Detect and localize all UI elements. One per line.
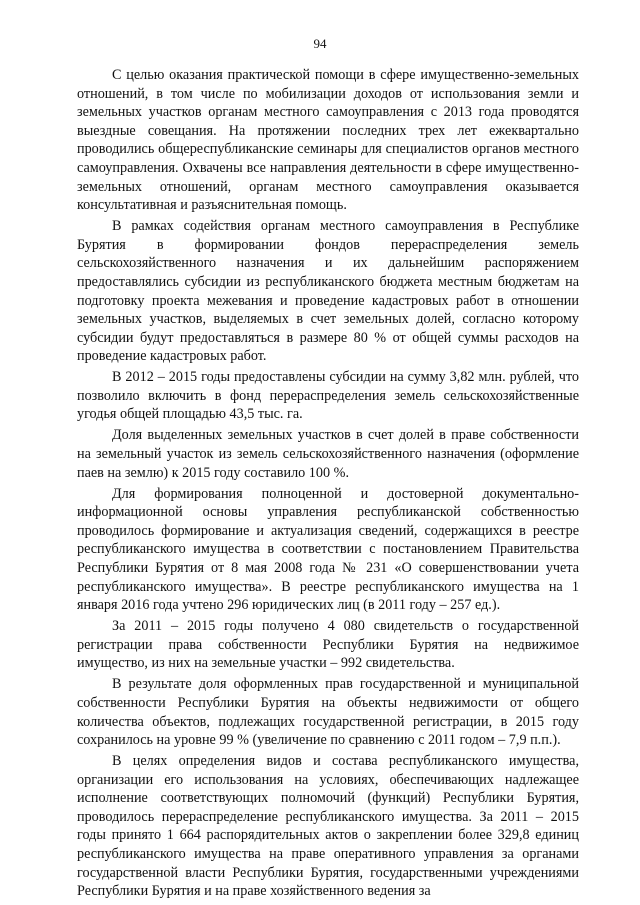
paragraph-property-redistribution: В целях определения видов и состава республиканского имущества, организации его использования на условиях, обеспечивающих надлежащее исполнение соответствующих полномочий (функций) Республики Бурятия, проводилось перераспределение республиканского имущества. За 2011 – 2015 годы принято 1 664 распорядительных актов о закреплении более 329,8 единиц республиканского имущества на праве оперативного управления за органами государственной власти Республики Бурятия, государственными учреждениями Республики Бурятия и на праве хозяйственного ведения за — [77, 753, 579, 900]
paragraph-subsidies-amount: В 2012 – 2015 годы предоставлены субсидии на сумму 3,82 млн. рублей, что позволило включить в фонд перераспределения земель сельскохозяйственные угодья общей площадью 43,5 тыс. га. — [77, 369, 579, 423]
paragraph-certificates: За 2011 – 2015 годы получено 4 080 свидетельств о государственной регистрации права собственности Республики Бурятия на недвижимое имущество, из них на земельные участки – 992 свидетельства. — [77, 618, 579, 672]
paragraph-registered-rights: В результате доля оформленных прав государственной и муниципальной собственности Республики Бурятия на объекты недвижимости от общего количества объектов, подлежащих государственной регистрации, в 2015 году сохранилось на уровне 99 % (увеличение по сравнению с 2011 годом – 7,9 п.п.). — [77, 676, 579, 749]
body-text — [77, 66, 579, 903]
paragraph-land-shares: Доля выделенных земельных участков в счет долей в праве собственности на земельный участок из земель сельскохозяйственного назначения (оформление паев на землю) к 2015 году составило 100 %. — [77, 427, 579, 481]
paragraph-consulting-help: С целью оказания практической помощи в сфере имущественно-земельных отношений, в том числе по мобилизации доходов от использования земли и земельных участков органам местного самоуправления с 2013 года проводятся выездные совещания. На протяжении последних трех лет ежеквартально проводились общереспубликанские семинары для специалистов органов местного самоуправления. Охвачены все направления деятельности в сфере имущественно-земельных отношений, органам местного самоуправления оказывается консультативная и разъяснительная помощь. — [77, 67, 579, 214]
paragraph-property-registry: Для формирования полноценной и достоверной документально-информационной основы управления республиканской собственностью проводилось формирование и актуализация сведений, содержащихся в реестре республиканского имущества в соответствии с постановлением Правительства Республики Бурятия от 8 мая 2008 года № 231 «О совершенствовании учета республиканского имущества». В реестре республиканского имущества на 1 января 2016 года учтено 296 юридических лиц (в 2011 году – 257 ед.). — [77, 485, 579, 614]
page-number: 94 — [313, 36, 327, 51]
paragraph-subsidies-surveying: В рамках содействия органам местного самоуправления в Республике Бурятия в формировании фондов перераспределения земель сельскохозяйственного назначения и их дальнейшим распоряжением предоставлялись субсидии из республиканского бюджета местным бюджетам на подготовку проекта межевания и проведение кадастровых работ в отношении земельных участков, выделяемых в счет земельных долей, согласно которому субсидии будут предоставляться в размере 80 % от общей суммы расходов на проведение кадастровых работ. — [77, 218, 579, 365]
